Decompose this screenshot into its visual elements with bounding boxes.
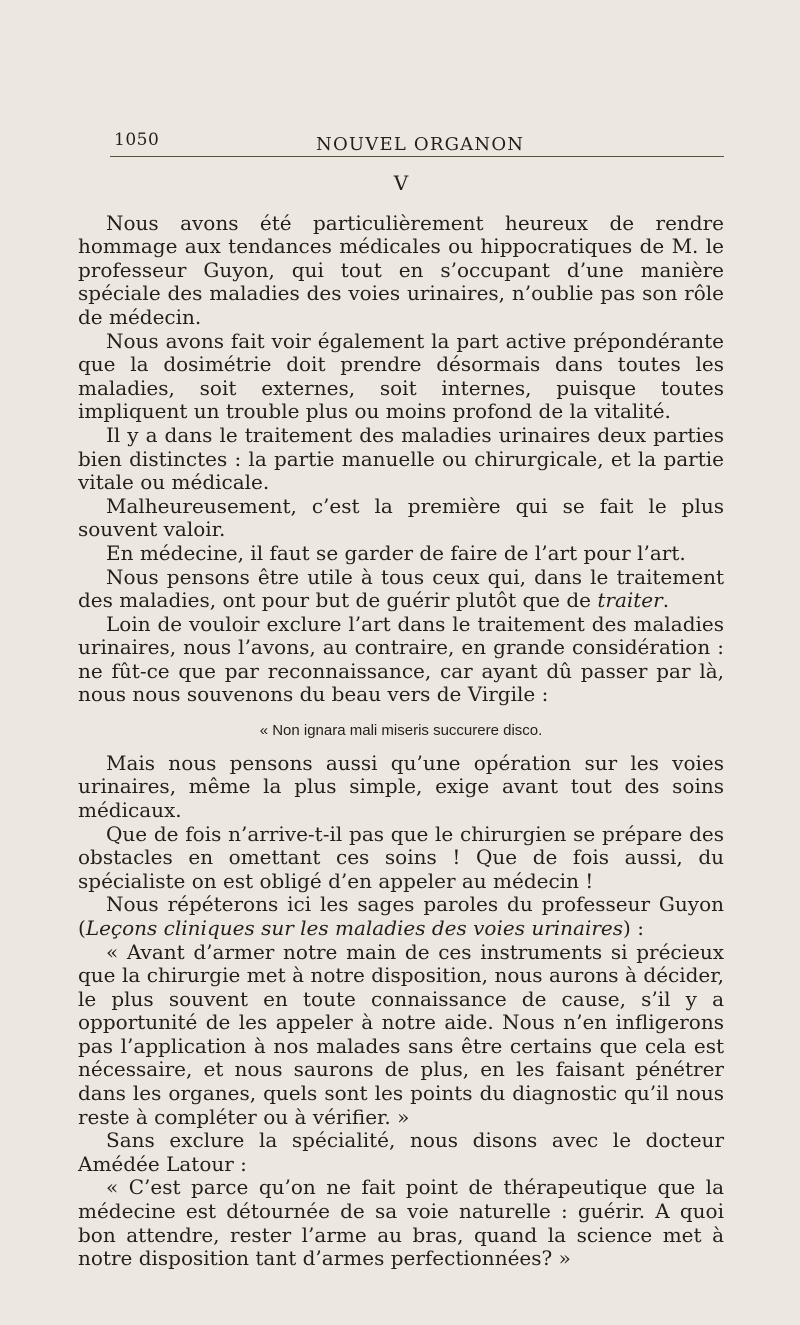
paragraph [78, 566, 724, 613]
paragraph [78, 893, 724, 940]
paragraph: Mais nous pensons aussi qu’une opération sur les voies urinaires, même la plus simple, exige avant tout des soins médicaux. [78, 750, 724, 822]
quotation-paragraph: « Avant d’armer notre main de ces instruments si précieux que la chirurgie met à notre disposition, nous aurons à décider, le plus souvent en toute connaissance de cause, s’il y a opportunité de les appeler à notre aide. Nous n’en infligerons pas l’application à nos malades sans être certains que cela est nécessaire, et nous saurons de plus, en les faisant pénétrer dans les organes, quels sont les points du diagnostic qu’il nous reste à compléter ou à vérifier. » [78, 939, 724, 1129]
latin-quote: « Non ignara mali miseris succurere disco. [259, 722, 543, 740]
paragraph-text: ) : [623, 915, 644, 940]
paragraph: Nous avons été particulièrement heureux de rendre hommage aux tendances médicales ou hippocratiques de M. le professeur Guyon, qui tout en s’occupant d’une manière spéciale des maladies des voies urinaires, n’oublie pas son rôle de médecin. [78, 210, 724, 329]
section-body [78, 172, 724, 1271]
italic-term: traiter [597, 588, 663, 613]
paragraph: Il y a dans le traitement des maladies urinaires deux parties bien distinctes : la partie manuelle ou chirurgicale, et la partie vitale ou médicale. [78, 422, 724, 495]
paragraph-text: . [662, 588, 670, 613]
paragraph: Que de fois n’arrive-t-il pas que le chirurgien se prépare des obstacles en omettant ces soins ! Que de fois aussi, du spécialiste on est obligé d’en appeler au médecin ! [78, 821, 724, 893]
running-title: NOUVEL ORGANON [316, 134, 525, 155]
paragraph-text: Nous pensons être utile à tous ceux qui, dans le traitement des maladies, ont pour but de guérir plutôt que de [78, 564, 724, 613]
header-rule [110, 156, 724, 157]
paragraph: En médecine, il faut se garder de faire de l’art pour l’art. [106, 540, 686, 565]
section-number: V [393, 171, 409, 195]
paragraph: Loin de vouloir exclure l’art dans le traitement des maladies urinaires, nous l’avons, au contraire, en grande considération : ne fût-ce que par reconnaissance, car ayant dû passer par là, nous nous souvenons du beau vers de Virgile : [78, 611, 724, 707]
paragraph: Sans exclure la spécialité, nous disons avec le docteur Amédée Latour : [78, 1128, 724, 1176]
paragraph: Malheureusement, c’est la première qui se fait le plus souvent valoir. [78, 493, 724, 542]
page-number: 1050 [114, 130, 160, 150]
paragraph: Nous avons fait voir également la part active prépondérante que la dosimétrie doit prendre désormais dans toutes les maladies, soit externes, soit internes, puisque toutes impliquent un trouble plus ou moins profond de la vitalité. [78, 328, 724, 424]
paragraph-text: Nous répéterons ici les sages paroles du professeur Guyon ( [78, 892, 724, 940]
quotation-paragraph: « C’est parce qu’on ne fait point de thérapeutique que la médecine est détournée de sa voie naturelle : guérir. A quoi bon attendre, rester l’arme au bras, quand la science met à notre disposition tant d’armes perfectionnées? » [78, 1175, 724, 1271]
book-title: Leçons cliniques sur les maladies des voies urinaires [85, 915, 624, 940]
page-header [78, 124, 724, 156]
